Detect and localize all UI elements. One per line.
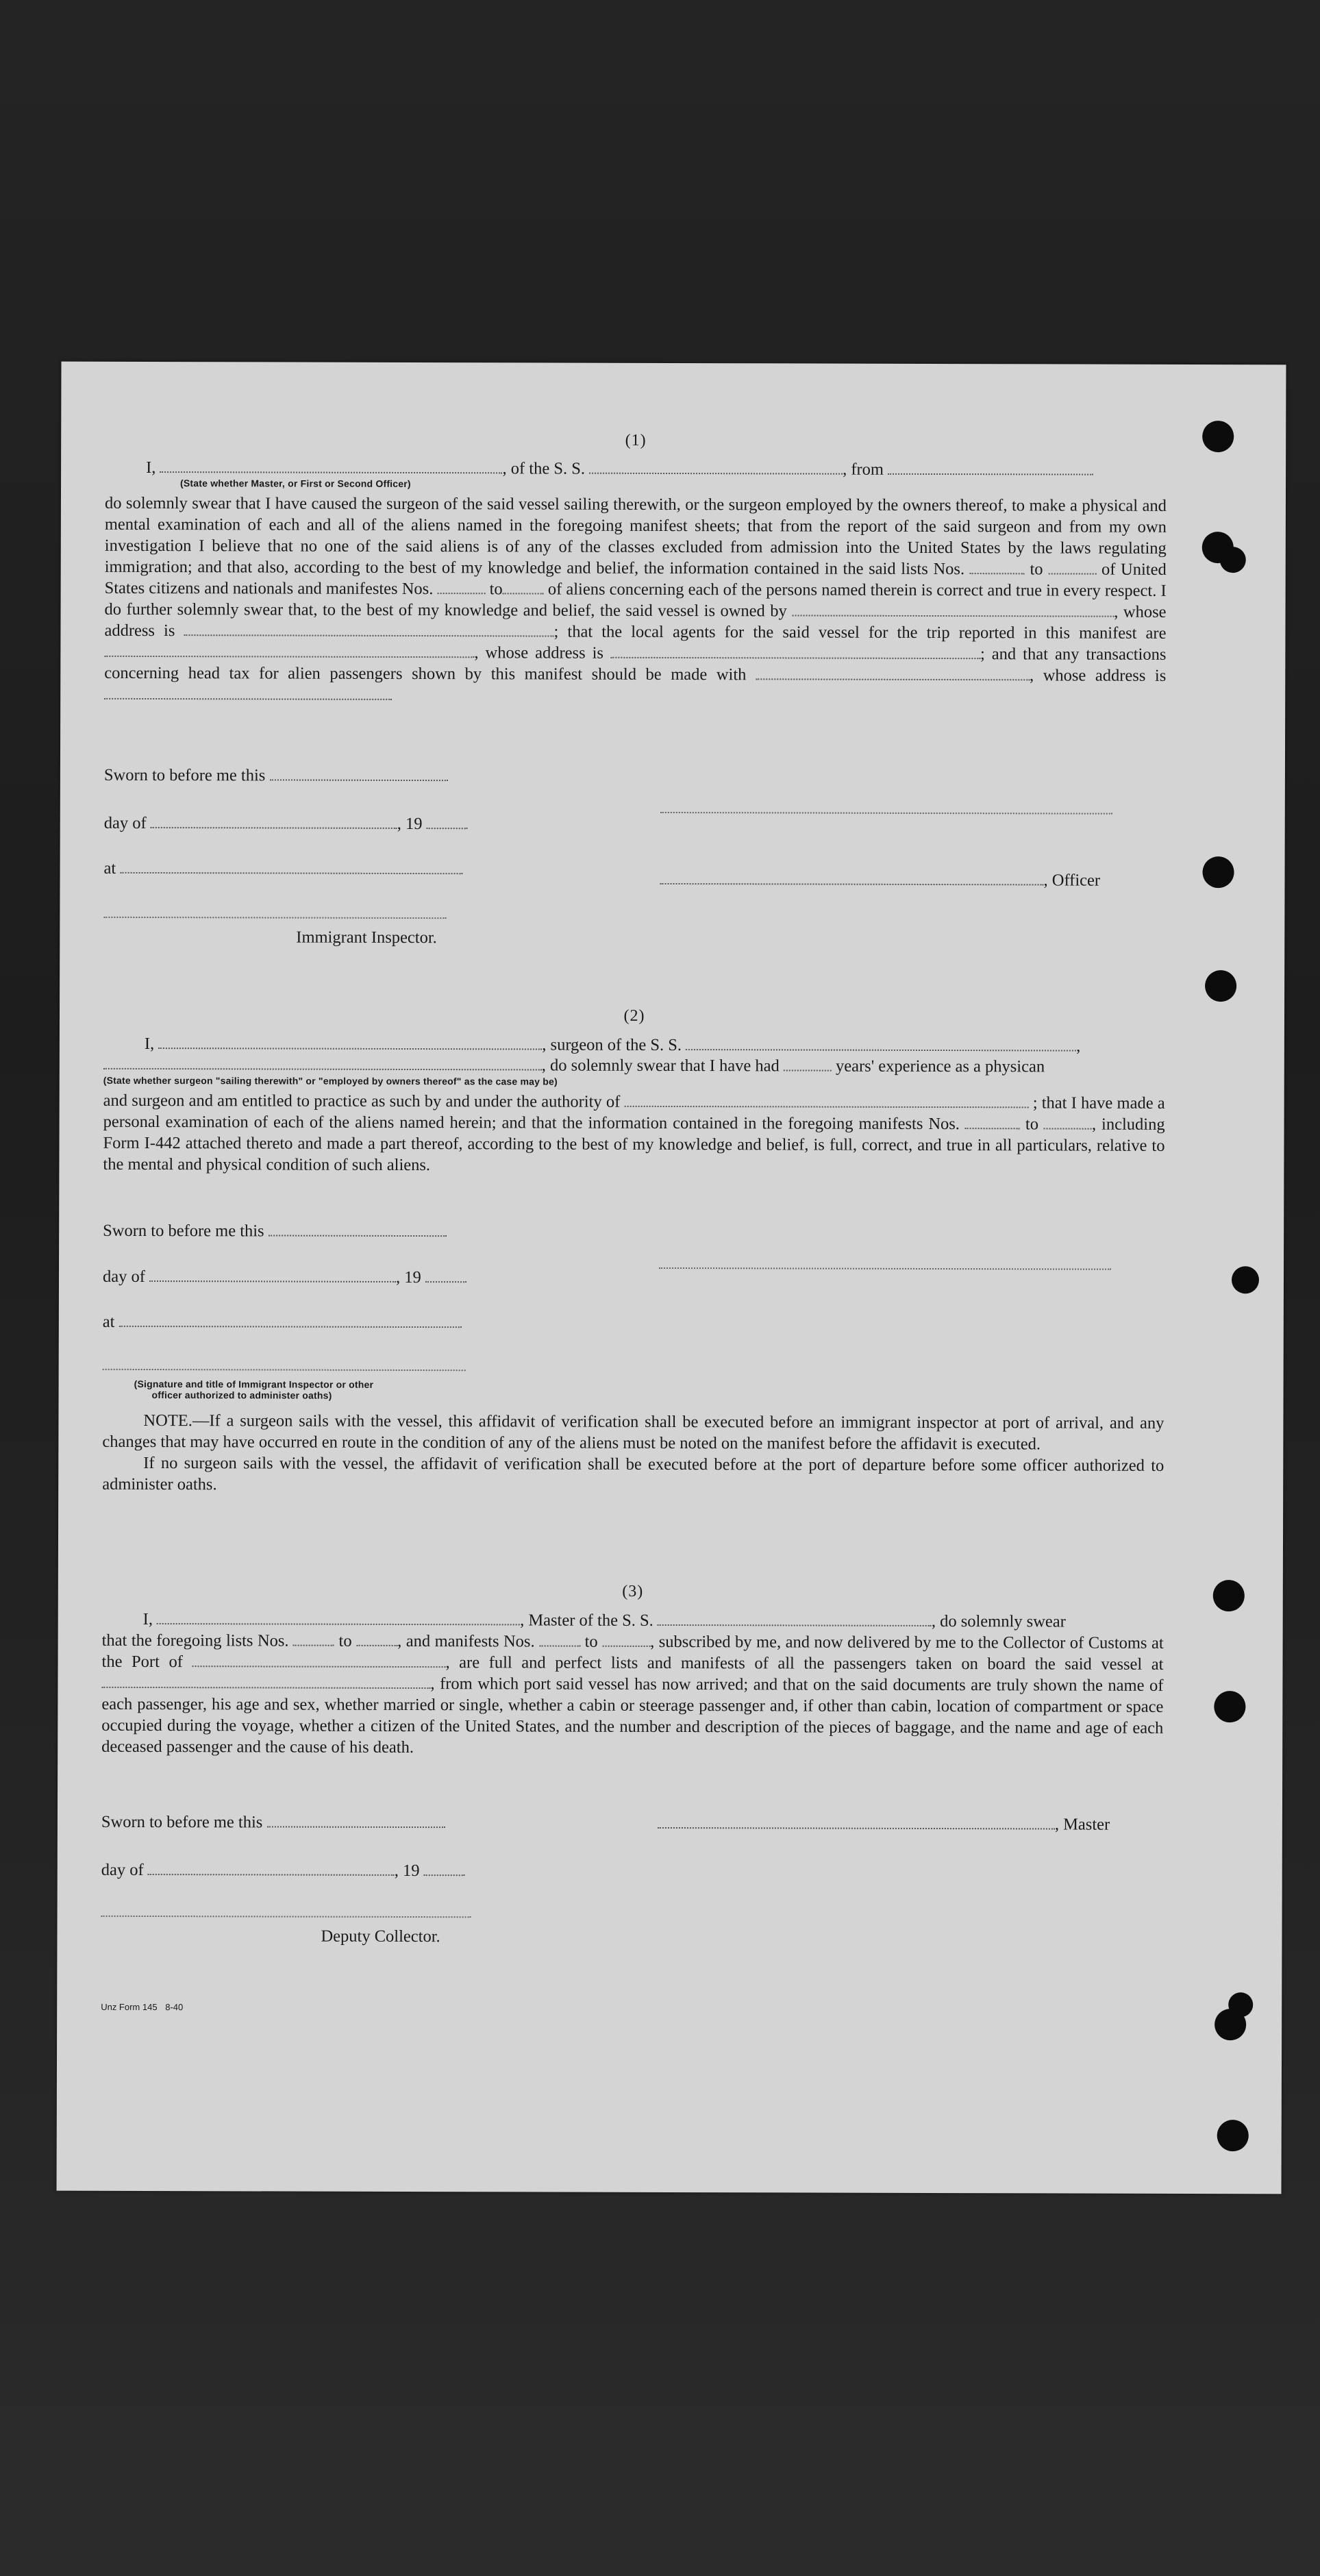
signature-line[interactable]: [660, 812, 1112, 815]
signature-note-line: (Signature and title of Immigrant Inspector or other: [134, 1378, 374, 1390]
label-from: , from: [843, 460, 884, 479]
master-line: [658, 1814, 1110, 1835]
oath-text: , and manifests Nos.: [397, 1631, 535, 1651]
punch-hole: [1213, 1580, 1245, 1611]
surgeon-signature-line[interactable]: [659, 1267, 1111, 1270]
punch-hole: [1214, 1691, 1245, 1722]
inspector-label: Immigrant Inspector.: [296, 928, 437, 948]
label-of-ss: , of the S. S.: [502, 459, 586, 478]
year-label: , 19: [397, 814, 423, 834]
years-field[interactable]: [784, 1057, 832, 1071]
punch-hole: [1220, 547, 1246, 573]
sworn-line: [101, 1813, 445, 1833]
master-label: , Master: [1054, 1815, 1110, 1834]
collector-signature-line[interactable]: [101, 1916, 471, 1918]
month-field[interactable]: [149, 1268, 396, 1283]
state-note: (State whether surgeon "sailing therewith" or "employed by owners thereof" as the case may be): [103, 1074, 558, 1087]
form-page: [57, 362, 1286, 2194]
sworn-label: Sworn to before me this: [103, 765, 266, 785]
surgeon-name-field[interactable]: [158, 1035, 542, 1050]
year-field[interactable]: [424, 1862, 465, 1876]
manifests-from-field[interactable]: [965, 1115, 1020, 1129]
oath-text: , whose address is: [1029, 666, 1167, 685]
authority-field[interactable]: [624, 1093, 1028, 1109]
manifests-to-field[interactable]: [602, 1633, 650, 1647]
owner-address-field[interactable]: [184, 622, 553, 636]
lists-from-field[interactable]: [293, 1633, 334, 1646]
punch-hole: [1228, 1992, 1253, 2017]
day-of-line: [101, 1861, 465, 1881]
inspector-signature-line[interactable]: [103, 1369, 466, 1371]
day-of-label: day of: [101, 1860, 144, 1879]
oath-text: , whose address is: [104, 602, 1167, 641]
label-to: to: [584, 1632, 598, 1651]
punch-hole: [1202, 856, 1234, 888]
section-3-paragraph: [101, 1630, 1163, 1760]
manifests-to-field[interactable]: [503, 580, 544, 594]
section-number: (1): [625, 431, 647, 449]
state-note: (State whether Master, or First or Second Officer): [180, 478, 411, 490]
note-block: [102, 1410, 1164, 1498]
at-label: at: [103, 858, 116, 878]
label-to: to: [1030, 560, 1043, 579]
port-field[interactable]: [192, 1653, 445, 1668]
master-signature-field[interactable]: [658, 1815, 1055, 1830]
punch-hole: [1205, 970, 1236, 1002]
year-label: , 19: [394, 1861, 420, 1881]
place-field[interactable]: [120, 860, 462, 874]
inspector-signature-line[interactable]: [103, 917, 446, 919]
sworn-date-field[interactable]: [269, 1222, 447, 1237]
officer-signature-field[interactable]: [660, 871, 1044, 885]
lists-to-field[interactable]: [1048, 560, 1096, 574]
label-to: to: [489, 580, 503, 599]
oath-text: ; that I have made a personal examination of each of the aliens named herein; and that the information contained in the foregoing manifests Nos.: [103, 1093, 1165, 1134]
oath-text: , whose address is: [474, 643, 604, 662]
oath-text: and surgeon and am entitled to practice as such by and under the authority of: [103, 1091, 621, 1111]
section-number: (3): [622, 1582, 644, 1600]
officer-label: , Officer: [1043, 871, 1101, 890]
agents-field[interactable]: [104, 643, 474, 658]
at-line: [104, 859, 463, 879]
day-of-line: [104, 814, 468, 834]
oath-text: , subscribed by me, and now delivered by me to the Collector of Customs at the Port of: [101, 1632, 1164, 1672]
manifests-from-field[interactable]: [437, 580, 485, 594]
day-of-label: day of: [102, 1267, 145, 1286]
section-1-paragraph: [104, 493, 1167, 708]
oath-text: , do solemnly swear that I have had: [541, 1056, 780, 1076]
label-master-ss: , Master of the S. S.: [520, 1611, 653, 1630]
owner-field[interactable]: [792, 602, 1114, 617]
label-I: I,: [142, 1609, 153, 1629]
at-line: [103, 1313, 462, 1333]
vessel-name-field[interactable]: [658, 1612, 932, 1626]
oath-text: ; and that any transactions concerning head tax for alien passengers shown by this manifest should be made with: [104, 645, 1167, 684]
note-paragraph: If no surgeon sails with the vessel, the affidavit of verification shall be executed before at the port of departure before some officer authorized to administer oaths.: [102, 1453, 1165, 1494]
embark-port-field[interactable]: [101, 1674, 430, 1689]
section-3: [101, 1581, 1164, 1760]
label-to: to: [338, 1631, 352, 1650]
label-I: I,: [146, 458, 156, 478]
section-2-paragraph: [103, 1090, 1165, 1178]
section-1: [104, 430, 1167, 708]
oath-text: , do solemnly swear: [931, 1611, 1066, 1631]
oath-text: , from which port said vessel has now arrived; and that on the said documents are truly shown the name of each passenger, his age and sex, whether married or single, whether a cabin or steerage passenger and, if other than cabin, location of compartment or space occupied during the voyage, whether a citizen of the United States, and the number and description of the pieces of baggage, and the name and age of each deceased passenger and the cause of his death.: [101, 1674, 1164, 1757]
oath-text: , are full and perfect lists and manifests of all the passengers taken on board the said vessel at: [445, 1653, 1164, 1674]
oath-text: do solemnly swear that I have caused the surgeon of the said vessel sailing therewith, or the surgeon employed by the owners thereof, to make a physical and mental examination of each and all of the aliens named in the foregoing manifest sheets; that from the report of the said surgeon and from my own investigation I believe that no one of the said aliens is of any of the classes excluded from admission into the United States by the laws regulating immigration; and that also, according to the best of my knowledge and belief, the information contained in the said lists Nos.: [104, 493, 1167, 579]
sworn-date-field[interactable]: [269, 767, 447, 781]
master-name-field[interactable]: [157, 1611, 520, 1625]
head-tax-party-field[interactable]: [756, 666, 1030, 680]
form-number: Unz Form 145: [101, 2001, 158, 2013]
section-2-second-line: [103, 1054, 1165, 1078]
year-field[interactable]: [425, 1269, 466, 1283]
day-of-line: [103, 1267, 466, 1287]
day-of-label: day of: [103, 813, 147, 832]
label-surgeon-ss: , surgeon of the S. S.: [542, 1035, 682, 1055]
oath-text: that the foregoing lists Nos.: [101, 1631, 289, 1650]
label-to: to: [1025, 1115, 1039, 1134]
sworn-label: Sworn to before me this: [103, 1221, 264, 1241]
month-field[interactable]: [151, 815, 397, 829]
officer-line: [660, 870, 1100, 891]
head-tax-address-field[interactable]: [104, 686, 392, 700]
section-1-opening-line: [105, 458, 1167, 480]
collector-label: Deputy Collector.: [321, 1927, 440, 1946]
section-2-opening-line: I, , surgeon of the S. S. ,: [144, 1034, 1081, 1056]
lists-to-field[interactable]: [356, 1633, 397, 1646]
sworn-label: Sworn to before me this: [101, 1812, 263, 1832]
year-field[interactable]: [427, 815, 468, 829]
section-number: (2): [623, 1006, 645, 1025]
punch-hole: [1217, 2120, 1249, 2151]
label-I: I,: [144, 1034, 155, 1054]
year-label: , 19: [396, 1267, 421, 1287]
punch-hole: [1232, 1266, 1259, 1293]
section-3-opening-line: [102, 1609, 1164, 1633]
place-field[interactable]: [119, 1313, 462, 1328]
oath-text: , including Form I-442 attached thereto and made a part thereof, according to the best of my knowledge and belief, is full, correct, and true in all particulars, relative to the mental and physical condition of such aliens.: [103, 1115, 1165, 1175]
oath-text: of aliens concerning each of the persons named therein is correct and true in every respect. I do further solemnly swear that, to the best of my knowledge and belief, the said vessel is owned by: [104, 580, 1167, 621]
month-field[interactable]: [148, 1861, 395, 1876]
lists-from-field[interactable]: [970, 560, 1025, 574]
surgeon-status-field[interactable]: [103, 1056, 542, 1071]
oath-text: years' experience as a physican: [836, 1056, 1045, 1076]
note-paragraph: NOTE.—If a surgeon sails with the vessel, this affidavit of verification shall be executed before an immigrant inspector at port of arrival, and any changes that may have occurred en route in the condition of any of the aliens must be noted on the manifest before the affidavit is executed.: [102, 1411, 1165, 1454]
officer-name-field[interactable]: [160, 459, 502, 473]
oath-text: ; that the local agents for the said vessel for the trip reported in this manifest are: [553, 622, 1167, 643]
sworn-line: [103, 1222, 447, 1241]
vessel-name-field[interactable]: [686, 1037, 1076, 1051]
from-port-field[interactable]: [888, 461, 1093, 475]
vessel-name-field[interactable]: [589, 460, 843, 475]
sworn-line: [104, 766, 448, 786]
section-2: [103, 1006, 1165, 1178]
manifests-from-field[interactable]: [539, 1633, 580, 1646]
at-label: at: [102, 1312, 115, 1331]
punch-hole: [1202, 421, 1234, 452]
manifests-to-field[interactable]: [1044, 1115, 1092, 1129]
signature-note-line: officer authorized to administer oaths): [151, 1389, 332, 1401]
agents-address-field[interactable]: [610, 645, 980, 659]
oath-text: of United States citizens and nationals and manifestes Nos.: [104, 560, 1167, 599]
sworn-date-field[interactable]: [266, 1813, 445, 1828]
form-code: 8-40: [165, 2002, 184, 2013]
signature-note: [134, 1378, 374, 1401]
form-footer: [101, 2002, 183, 2012]
